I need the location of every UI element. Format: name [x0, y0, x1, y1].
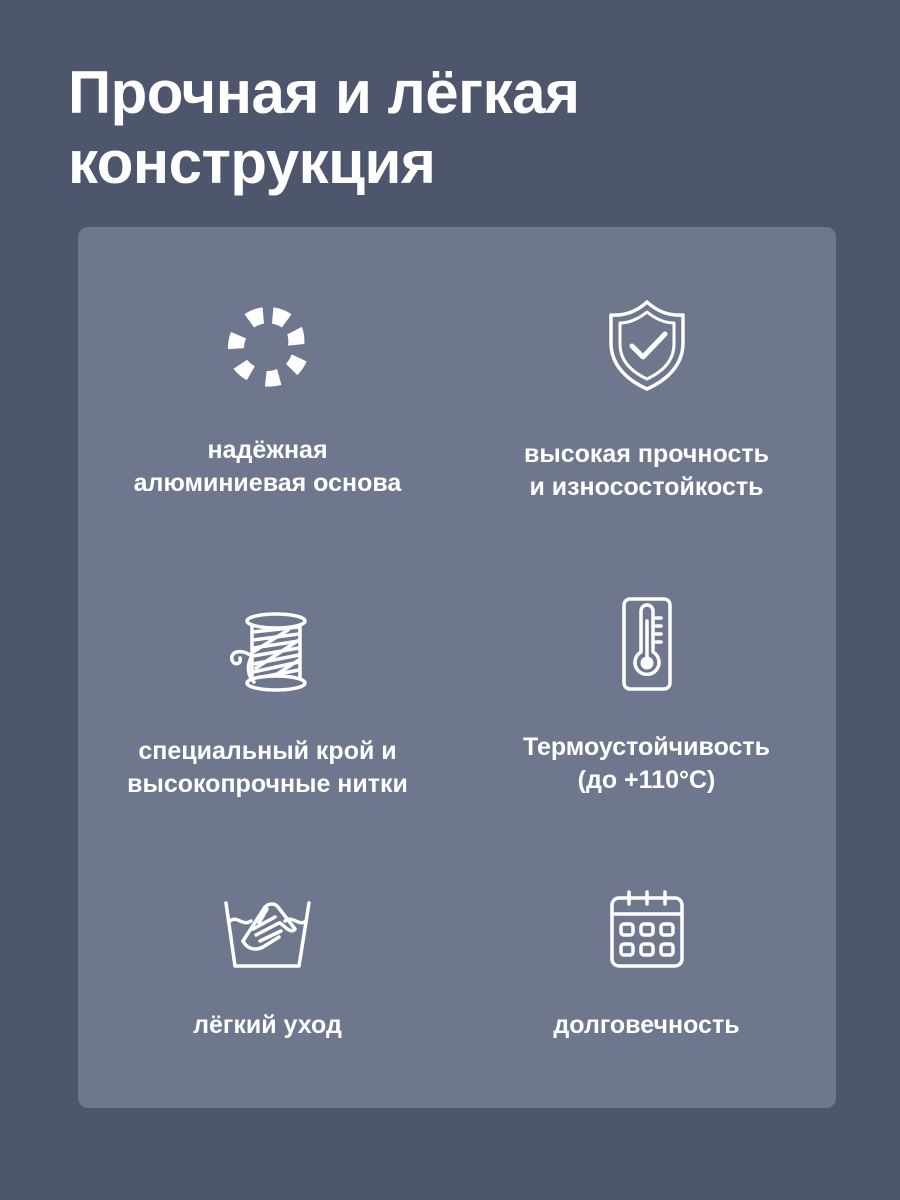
feature-easy-care [78, 889, 457, 1042]
feature-label [524, 438, 769, 504]
feature-label-line-1: долговечность [553, 1011, 740, 1039]
feature-durability [457, 889, 836, 1042]
feature-label [134, 434, 402, 500]
feature-label [523, 731, 770, 797]
feature-heat-resistance [457, 596, 836, 797]
thread-spool-icon [226, 610, 310, 696]
feature-strength [457, 299, 836, 504]
feature-label [553, 1009, 739, 1042]
feature-label [193, 1009, 342, 1042]
page-title-line-2: конструкция [68, 129, 436, 196]
page-title-line-1: Прочная и лёгкая [68, 59, 580, 126]
feature-label-line-1: лёгкий уход [193, 1011, 342, 1039]
page-title [68, 58, 580, 198]
feature-label-line-1: специальный крой и [138, 737, 397, 765]
feature-label-line-2: алюминиевая основа [133, 469, 402, 497]
feature-label-line-1: высокая прочность [524, 440, 769, 468]
feature-special-cut [78, 610, 457, 801]
shield-check-icon [607, 299, 687, 393]
feature-label-line-1: Термоустойчивость [522, 733, 771, 761]
calendar-icon [609, 889, 685, 969]
feature-aluminum-base [78, 304, 457, 500]
thermometer-icon [621, 596, 673, 692]
features-panel [78, 227, 836, 1108]
aluminum-ring-icon [225, 304, 311, 390]
feature-label-line-2: (до +110°C) [577, 766, 716, 794]
feature-label [127, 735, 408, 801]
feature-label-line-2: высокопрочные нитки [127, 770, 408, 798]
feature-label-line-2: и износостойкость [529, 473, 764, 501]
feature-label-line-1: надёжная [207, 436, 328, 464]
hand-wash-icon [223, 889, 313, 969]
